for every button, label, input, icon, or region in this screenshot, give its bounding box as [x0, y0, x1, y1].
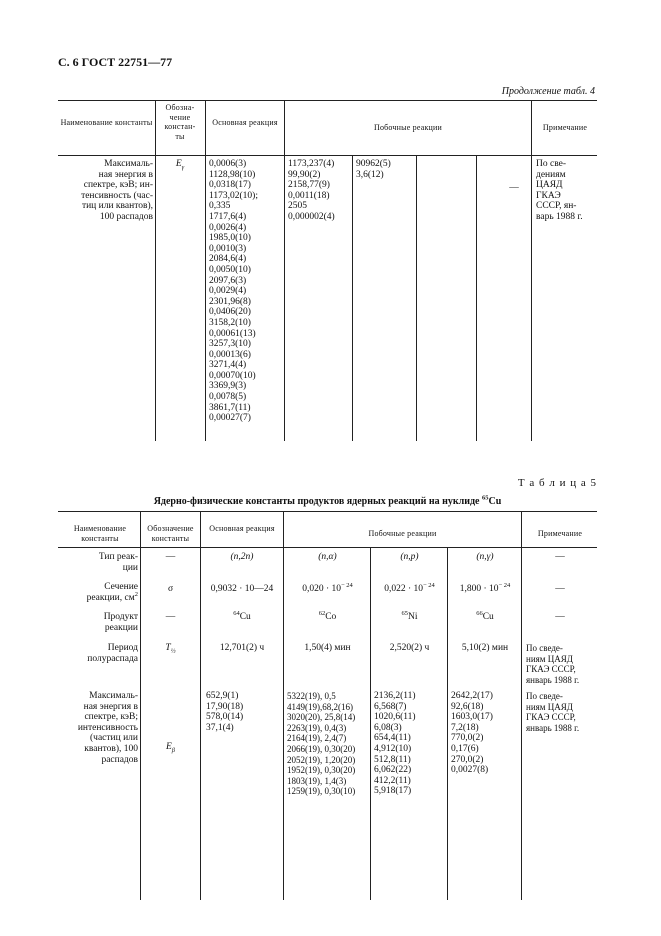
t5-header-side-reactions: Побочные реакции [368, 529, 437, 538]
header-note: Примечание [542, 123, 588, 132]
t5-type-side-2: (n,p) [400, 552, 419, 562]
t5-row-product-name: Продукт реакции [103, 612, 138, 633]
t5-cross-note: — [555, 584, 565, 594]
header-designation: Обозна- чение констан- ты [164, 103, 196, 141]
t5-halflife-symbol: $T_{\frac{1}{2}}$ [165, 643, 176, 655]
t5-header-main-reaction: Основная реакция [209, 524, 275, 533]
t5-product-symbol: — [165, 612, 176, 622]
t5-product-side-3: $^{66}$Cu [476, 609, 494, 622]
note-source: По све- дениям ЦАЯД ГКАЭ СССР, ян- варь 1988 г. [536, 159, 583, 222]
t5-cross-symbol: σ [167, 584, 174, 594]
symbol-e-gamma: $E_\gamma$ [175, 159, 185, 171]
t5-product-side-2: $^{65}$Ni [401, 609, 418, 622]
t5-cross-side-2: $0,022 \cdot 10^{- 24}$ [384, 581, 435, 594]
t5-row-halflife-name: Период полураспада [87, 643, 138, 664]
t5-energy-symbol: $E_\beta$ [165, 742, 176, 754]
table-5-label: Т а б л и ц а 5 [517, 477, 597, 489]
t5-halflife-side-1: 1,50(4) мин [304, 643, 351, 653]
t5-cross-side-1: $0,020 \cdot 10^{- 24}$ [302, 581, 353, 594]
t5-energy-main: 652,9(1) 17,90(18) 578,0(14) 37,1(4) [206, 691, 244, 733]
t5-energy-note: По сведе- ниям ЦАЯД ГКАЭ СССР, январь 1988 г. [526, 691, 580, 733]
header-main-reaction: Основная реакция [212, 118, 278, 127]
table-5-title: Ядерно-физические константы продуктов ядерных реакций на нуклиде $^{65}$Cu [153, 494, 502, 507]
t5-type-side-3: (n,γ) [476, 552, 494, 562]
header-constant-name: Наименование константы [60, 118, 153, 127]
t5-row-type-name: Тип реак- ции [98, 552, 138, 573]
t5-halflife-side-2: 2,520(2) ч [389, 643, 430, 653]
t5-halflife-note: По сведе- ниям ЦАЯД ГКАЭ СССР, январь 1988 г. [526, 643, 580, 685]
t5-cross-side-3: $1,800 \cdot 10^{- 24}$ [459, 581, 511, 594]
t5-halflife-main: 12,701(2) ч [219, 643, 265, 653]
table-continuation-label: Продолжение табл. 4 [501, 86, 595, 97]
t5-energy-side-3: 2642,2(17) 92,6(18) 1603,0(17) 7,2(18) 770,0(2) 0,17(6) 270,0(2) 0,0027(8) [451, 691, 493, 776]
side-reaction-dash: — [509, 183, 519, 193]
t5-energy-side-2: 2136,2(11) 6,568(7) 1020,6(11) 6,08(3) 654,4(11) 4,912(10) 512,8(11) 6,062(22) 412,2(11) 5,918(17) [374, 691, 416, 797]
t5-type-symbol: — [165, 552, 176, 562]
main-reaction-values: 0,0006(3) 1128,98(10) 0,0318(17) 1173,02(10); 0,335 1717,6(4) 0,0026(4) 1985,0(10) 0,0010(3) 2084,6(4) 0,0050(10) 2097,6(3) 0,0029(4) 2301,96(8) 0,0406(20) 3158,2(10) 0,00061(13) 3257,3(10) 0,00013(6) 3271,4(4) 0,00070(10) 3369,9(3) 0,0078(5) 3861,7(11) 0,00027(7) [209, 159, 258, 424]
row-max-energy-name: Максималь- ная энергия в спектре, кэВ; ин- тенсивность (час- тиц или квантов), 100 распадов [81, 159, 153, 222]
t5-row-cross-name: Сечение реакции, $см^2$ [86, 582, 138, 603]
t5-header-constant-name: Наименование константы [73, 524, 127, 543]
page-number-label: С. 6 ГОСТ 22751—77 [58, 55, 173, 69]
t5-halflife-side-3: 5,10(2) мин [461, 643, 509, 653]
t5-row-energy-name: Максималь- ная энергия в спектре, кэВ; интенсивность (частиц или квантов), 100 распадов [77, 691, 138, 765]
t5-product-side-1: $^{62}$Co [318, 609, 337, 622]
t5-type-note: — [555, 552, 565, 562]
t5-header-designation: Обозначение константы [147, 524, 194, 543]
t5-type-main: (n,2n) [230, 552, 254, 562]
side-reaction-values-1: 1173,237(4) 99,90(2) 2158,77(9) 0,0011(18) 2505 0,000002(4) [288, 159, 335, 222]
t5-energy-side-1: 5322(19), 0,5 4149(19),68,2(16) 3020(20), 25,8(14) 2263(19), 0,4(3) 2164(19), 2,4(7) 2066(19), 0,30(20) 2052(19), 1,20(20) 1952(19), 0,30(20) 1803(19), 1,4(3) 1259(19), 0,30(10) [287, 691, 356, 797]
t5-type-side-1: (n,α) [318, 552, 337, 562]
header-side-reactions: Побочные реакции [373, 123, 442, 132]
side-reaction-values-2: 90962(5) 3,6(12) [356, 159, 391, 180]
t5-product-note: — [555, 612, 565, 622]
t5-cross-main: 0,9032 · 10—24 [210, 584, 274, 594]
t5-product-main: $^{64}$Cu [233, 609, 251, 622]
t5-header-note: Примечание [537, 529, 583, 538]
